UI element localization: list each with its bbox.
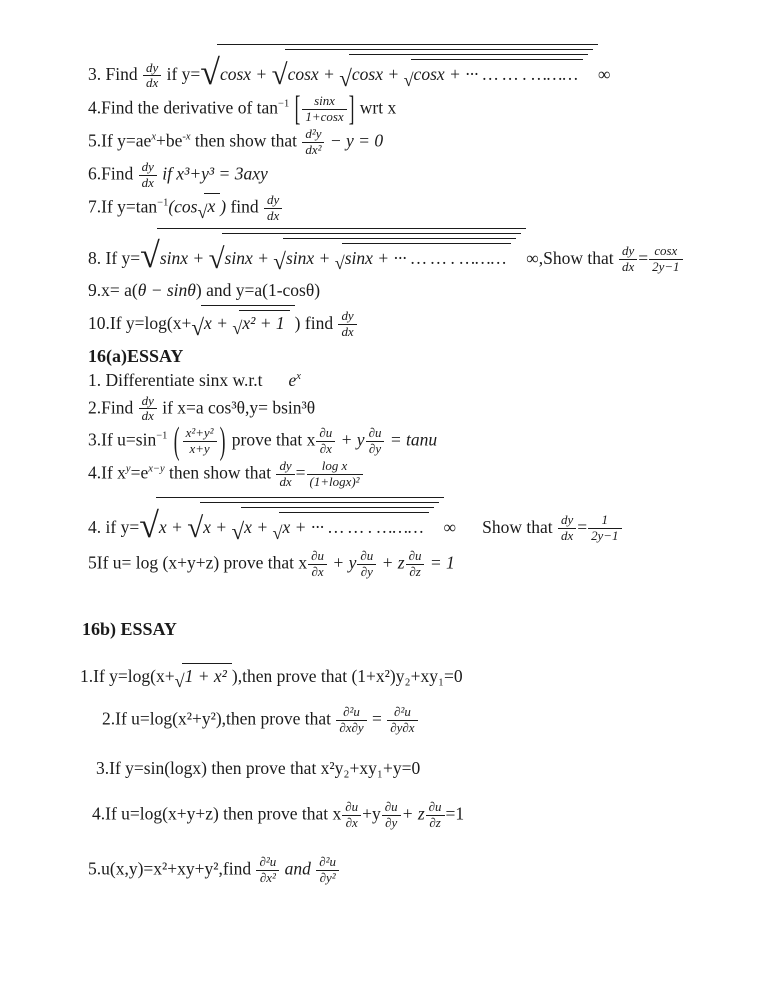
essay-a-3 [88,417,739,462]
numerator: dy [139,394,157,410]
sqrt-sign: √ [140,235,160,276]
ellipsis-dots: ··· … … . ……… [465,64,579,84]
superscript: −1 [156,430,168,442]
fraction-du-dz [405,549,426,580]
infinity-symbol: ∞ [598,64,611,84]
sqrt-sign: √ [232,318,243,339]
section-16b-heading: 16b) ESSAY [82,619,177,639]
essay-a-4-a: 4.If x [88,462,126,483]
essay-a-3-a: 3.If u=sin [88,429,157,450]
denominator: ∂x∂y [339,720,364,736]
essay-b-3: 3.If y=sin(logx) then prove that x²y₂+xy₁+y=0 [96,758,421,779]
essay-a-5 [88,549,739,580]
numerator: 1 [588,513,621,529]
sqrt-sign: √ [272,522,283,543]
problem-3-mid: if y= [166,64,201,84]
problem-9-a: 9.x= a( [88,279,138,300]
denominator: dx [267,207,280,223]
radicand-term: cosx + [287,64,335,84]
numerator: ∂²u [336,705,366,721]
numerator: dy [558,513,576,529]
fraction-d2y-dx2 [301,127,325,158]
denominator: ∂x [345,814,358,830]
numerator: ∂u [406,549,425,565]
denominator: ∂z [409,564,421,580]
numerator: ∂u [342,800,361,816]
essay-a-4 [88,459,739,490]
superscript-x-minus-y: x−y [148,463,165,475]
sqrt-sign: √ [139,504,159,545]
radicand-term: 1 + x² [182,663,232,688]
left-paren: ( [173,417,180,462]
problem-10-a: 10.If y=log(x+ [88,312,192,333]
fraction-logx [306,459,364,490]
radical [273,238,516,275]
problem-5-c: then show that [194,130,297,151]
denominator: 2y−1 [652,258,680,274]
radical [231,507,433,544]
essay-b-1 [80,663,739,692]
fraction-d2u-dy2 [315,855,340,886]
fraction-dy-dx [337,309,357,340]
fraction-d2u-dxdy [335,705,367,736]
fraction-sinx-1pluscosx [301,94,347,125]
denominator: ∂z [429,814,441,830]
superscript: −1 [278,98,290,110]
radicand-term: cosx + [351,64,400,84]
denominator: dx² [305,142,322,158]
numerator: ∂u [366,426,385,442]
numerator: ∂u [308,549,327,565]
radicand-term: x + [158,516,183,537]
problem-8 [88,228,739,275]
denominator: ∂y∂x [390,720,415,736]
radical [140,228,526,276]
fraction-du-dy [356,549,377,580]
radicand-term: x + [203,516,228,537]
denominator: ∂x [311,564,324,580]
numerator: sinx [302,94,346,110]
problem-3-lead: 3. Find [88,64,138,84]
numerator: ∂²u [316,855,339,871]
problem-9 [88,280,739,302]
problem-6 [88,160,739,191]
essay-b-4-c: + z [401,803,425,824]
radical [197,193,220,222]
fraction-du-dy [381,800,402,831]
essay-a-3-b: prove that [231,429,303,450]
denominator: ∂y² [319,869,336,885]
radical [208,233,522,275]
radicand-term: sinx + [344,247,390,268]
sqrt-sign: √ [200,51,220,92]
problem-4-tail: wrt x [359,97,397,118]
radical [139,497,443,545]
right-paren: ) [219,417,226,462]
problem-3 [88,44,739,91]
fraction-du-dz [425,800,446,831]
denominator: (1+logx)² [309,473,360,489]
numerator: d²y [302,127,324,143]
essay-a-4b [88,497,739,544]
denominator: 2y−1 [591,528,619,544]
numerator: ∂u [316,426,335,442]
essay-b-4-d: =1 [445,803,465,824]
denominator: dx [341,324,354,340]
essay-b-1-b: ),then prove that (1+x²)y₂+xy₁=0 [231,665,463,686]
radical [187,502,438,545]
essay-b-4-b: +y [362,803,381,824]
numerator: dy [338,309,356,325]
equals-sign: = [295,462,306,483]
problem-7-c: ) [220,196,227,217]
equals-sign: = [372,708,382,729]
denominator: ∂y [368,441,382,457]
radical [191,305,294,340]
radicand-term: sinx + [159,247,205,268]
essay-b-4 [92,800,739,831]
fraction-dy-dx [275,459,295,490]
sqrt-sign: √ [403,69,414,90]
problem-10 [88,305,739,340]
sqrt-sign: √ [187,512,204,545]
essay-a-1 [88,370,739,392]
radicand-term: x + [244,516,269,537]
fraction-du-dx [307,549,328,580]
essay-b-2 [102,705,739,736]
fraction-x2y2-xy [182,426,218,457]
denominator: dx [141,174,154,190]
radical [200,44,598,92]
essay-a-2-b: if x=a cos³θ,y= bsin³θ [162,396,316,417]
essay-b-5-a: 5.u(x,y)=x²+xy+y²,find [88,858,252,879]
problem-4 [88,87,739,128]
ellipsis-dots: ··· … … . ……… [393,247,507,268]
numerator: dy [143,61,161,77]
sqrt-sign: √ [208,242,225,275]
numerator: ∂u [426,800,445,816]
radical [334,243,512,274]
essay-b-4-a: 4.If u=log(x+y+z) then prove that x [92,803,342,824]
fraction-dy-dx [138,394,158,425]
numerator: ∂u [382,800,401,816]
problem-8-b: ,Show that [538,247,614,268]
numerator: cosx [649,244,682,260]
problem-5-d: − y = 0 [329,130,384,151]
superscript-minus-x: -x [182,131,191,143]
problem-5-b: +be [155,130,183,151]
radicand-term: sinx + [285,247,331,268]
problem-6-a: 6.Find [88,163,134,184]
essay-a-3-d: + y [340,429,365,450]
fraction-dy-dx [142,61,162,92]
denominator: dx [279,473,292,489]
fraction-du-dy [365,426,386,457]
sqrt-sign: √ [191,313,205,340]
denominator: 1+cosx [305,109,344,125]
radicand-term: sinx + [224,247,269,268]
fraction-dy-dx [138,160,158,191]
radicand-term: cosx + [413,64,461,84]
numerator: ∂²u [387,705,417,721]
essay-a-3-e: = tanu [389,429,438,450]
denominator: x+y [189,441,210,457]
sqrt-sign: √ [339,64,352,91]
problem-7-a: 7.If y=tan [88,196,158,217]
problem-9-b: θ − sinθ [137,279,196,300]
radical [174,663,232,692]
radicand-term: x + [204,312,228,333]
radicand-term: x [204,193,220,218]
fraction-dy-dx [618,244,638,275]
radical [403,59,583,90]
fraction-cosx-2y1 [648,244,683,275]
fraction-dy-dx [557,513,577,544]
essay-b-5 [88,855,739,886]
problem-7-b: (cos [168,196,198,217]
radical [232,310,289,339]
superscript-y: y [125,463,131,475]
equals-sign: = [638,247,649,268]
ellipsis-dots: ··· … … . ……… [310,516,424,537]
sqrt-sign: √ [174,671,185,692]
equals-sign: = [577,516,588,537]
essay-a-5-a: 5If u= log (x+y+z) prove that x [88,552,308,573]
numerator: ∂u [357,549,376,565]
essay-a-5-b: + y [332,552,357,573]
sqrt-sign: √ [271,59,288,92]
denominator: ∂y [385,814,398,830]
problem-6-b: if x³+y³ = 3axy [162,163,268,184]
fraction-d2u-dx2 [255,855,280,886]
numerator: dy [276,459,294,475]
problem-10-b: ) find [294,312,334,333]
problem-4-lead: 4.Find the derivative of tan [88,97,279,118]
fraction-du-dx [341,800,362,831]
fraction-1-2y1 [587,513,622,544]
fraction-d2u-dydx [386,705,418,736]
essay-a-4-b: =e [130,462,149,483]
essay-b-5-b: and [284,858,311,879]
problem-5-a: 5.If y=ae [88,130,152,151]
radical [339,54,588,91]
problem-5 [88,127,739,158]
numerator: dy [139,160,157,176]
infinity-symbol: ∞ [526,247,539,268]
essay-a-1-a: 1. Differentiate sinx w.r.t [88,369,263,390]
fraction-dy-dx [263,193,283,224]
essay-a-5-d: = 1 [429,552,455,573]
essay-a-2 [88,394,739,425]
denominator: ∂x [319,441,332,457]
superscript-x: x [296,370,301,382]
denominator: ∂y [360,564,373,580]
radical [272,512,429,543]
essay-a-5-c: + z [381,552,405,573]
essay-a-3-c: x [306,429,316,450]
denominator: ∂x² [259,869,276,885]
sqrt-sign: √ [273,248,286,275]
essay-a-1-b: e [288,369,297,390]
radicand-term: x² + 1 [239,310,289,335]
essay-b-1-a: 1.If y=log(x+ [80,665,175,686]
radicand-term: x + [282,516,307,537]
numerator: dy [619,244,637,260]
essay-a-4b-b: Show that [482,516,553,537]
essay-b-2-a: 2.If u=log(x²+y²),then prove that [102,708,331,729]
numerator: dy [264,193,282,209]
right-bracket: ] [348,87,355,128]
essay-a-4b-a: 4. if y= [88,516,140,537]
numerator: x²+y² [183,426,217,442]
section-16a-heading: 16(a)ESSAY [88,346,184,367]
numerator: log x [307,459,363,475]
superscript: −1 [157,197,169,209]
radical [271,49,593,92]
denominator: dx [560,528,574,544]
denominator: dx [622,258,635,274]
sqrt-sign: √ [231,517,245,544]
denominator: dx [141,408,154,424]
problem-7-d: find [230,196,259,217]
problem-9-c: ) and y=a(1-cosθ) [195,279,321,300]
fraction-du-dx [315,426,336,457]
left-bracket: [ [294,87,301,128]
numerator: ∂²u [256,855,279,871]
superscript-x: x [151,131,156,143]
problem-7 [88,193,739,224]
denominator: dx [145,75,159,91]
problem-8-a: 8. If y= [88,247,141,268]
essay-a-4-c: then show that [169,462,272,483]
essay-a-2-a: 2.Find [88,396,134,417]
sqrt-sign: √ [334,253,345,274]
infinity-symbol: ∞ [443,516,457,537]
sqrt-sign: √ [197,201,208,222]
radicand-term: cosx + [219,64,268,84]
